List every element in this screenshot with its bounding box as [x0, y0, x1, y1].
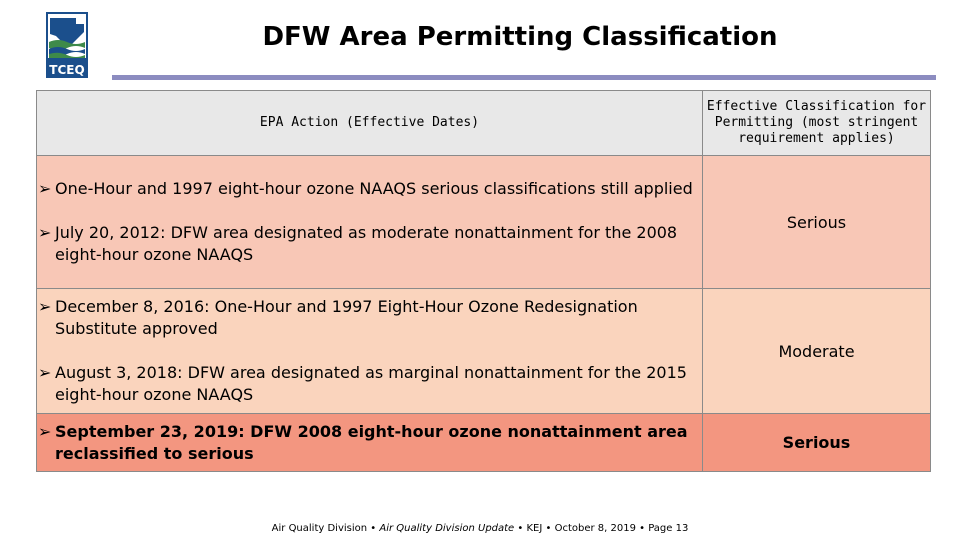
- title-rule: [112, 75, 936, 80]
- page-title: DFW Area Permitting Classification: [262, 22, 778, 52]
- arrow-bullet-icon: ➢: [38, 421, 52, 441]
- epa-action-cell: [37, 289, 703, 414]
- list-item: ➢ August 3, 2018: DFW area designated as marginal nonattainment for the 2015 eight-hour ozone NAAQS: [38, 363, 687, 404]
- epa-action-cell: [37, 156, 703, 289]
- logo-text: TCEQ: [49, 63, 85, 77]
- arrow-bullet-icon: ➢: [38, 179, 52, 198]
- footer-update: Air Quality Division Update: [379, 523, 515, 534]
- footer-date: October 8, 2019: [554, 523, 636, 534]
- table-row: [37, 289, 931, 414]
- classification-cell: Moderate: [703, 289, 931, 414]
- table-row: [37, 414, 931, 472]
- arrow-bullet-icon: ➢: [38, 297, 52, 316]
- epa-action-cell: [37, 414, 703, 472]
- col-header-classification: Effective Classification for Permitting (most stringent requirement applies): [703, 91, 931, 156]
- classification-cell: Serious: [703, 414, 931, 472]
- arrow-bullet-icon: ➢: [38, 363, 52, 382]
- footer-page: Page 13: [648, 523, 689, 534]
- footer: Air Quality Division • Air Quality Division Update • KEJ • October 8, 2019 • Page 13: [271, 523, 689, 534]
- arrow-bullet-icon: ➢: [38, 223, 52, 242]
- tceq-logo: [46, 12, 88, 78]
- footer-division: Air Quality Division: [271, 523, 368, 534]
- list-item: ➢ September 23, 2019: DFW 2008 eight-hour ozone nonattainment area reclassified to serious: [38, 421, 688, 463]
- classification-cell: Serious: [703, 156, 931, 289]
- table-header-row: [37, 91, 931, 156]
- table-row: [37, 156, 931, 289]
- footer-initials: KEJ: [526, 523, 543, 534]
- classification-table: [36, 90, 931, 472]
- list-item: ➢ July 20, 2012: DFW area designated as moderate nonattainment for the 2008 eight-hour ozone NAAQS: [38, 223, 678, 264]
- list-item: ➢ One-Hour and 1997 eight-hour ozone NAAQS serious classifications still applied: [38, 179, 693, 198]
- col-header-epa-action: EPA Action (Effective Dates): [37, 91, 703, 156]
- list-item: ➢ December 8, 2016: One-Hour and 1997 Eight-Hour Ozone Redesignation Substitute approved: [38, 297, 638, 338]
